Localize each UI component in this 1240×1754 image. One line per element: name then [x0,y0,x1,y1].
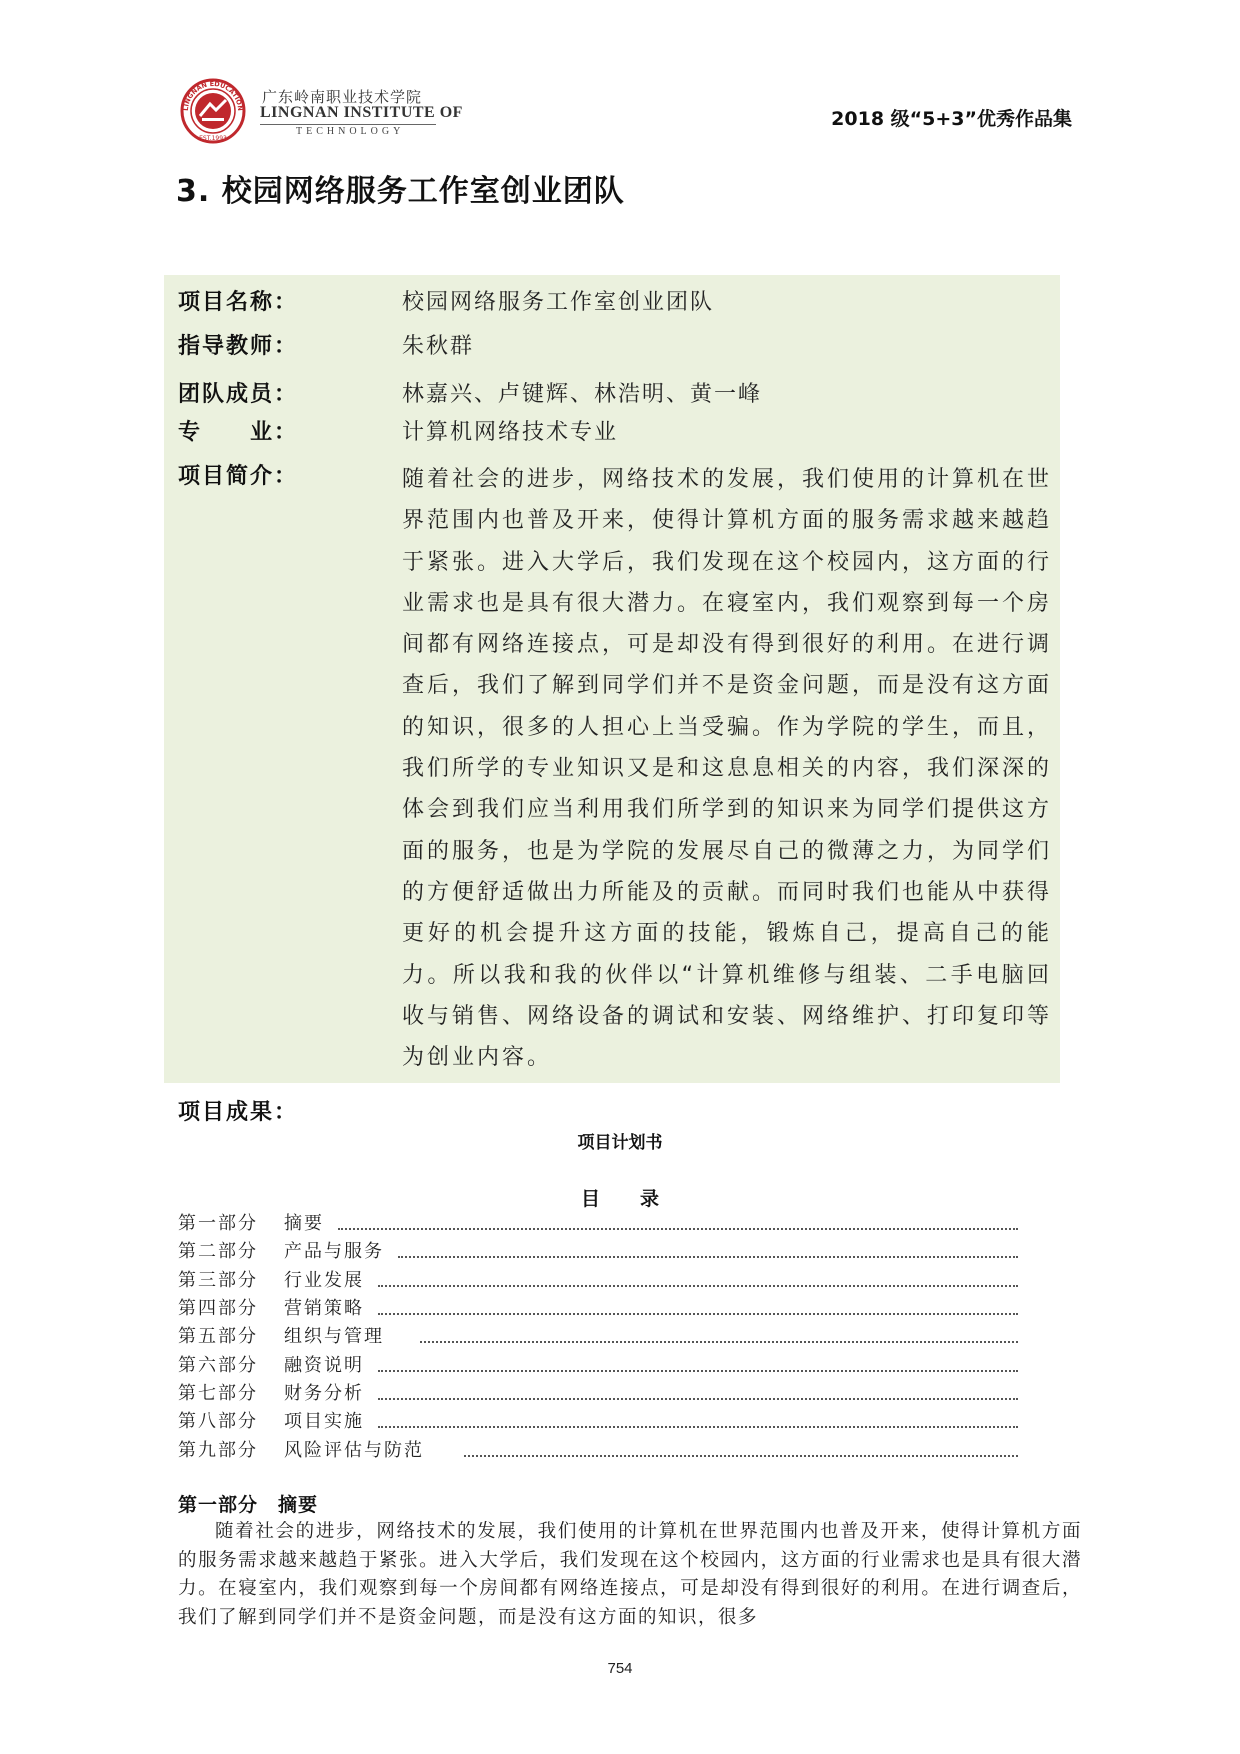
toc-entry[interactable] [178,1434,1018,1462]
school-name-cn: 广东岭南职业技术学院 [262,88,423,106]
teacher-value: 朱秋群 [402,334,475,359]
page-header [0,0,1240,150]
teacher-label: 指导教师： [178,334,299,359]
toc-entry[interactable] [178,1208,1018,1236]
toc-name: 财务分析 [284,1382,364,1404]
toc-name: 组织与管理 [284,1326,384,1348]
toc-entry[interactable] [178,1265,1018,1293]
project-info-box [164,275,1060,1083]
school-name-en-2: TECHNOLOGY [296,126,405,137]
results-label: 项目成果： [178,1100,299,1125]
toc-name: 融资说明 [284,1354,364,1376]
body-heading: 第一部分 摘要 [178,1494,319,1516]
toc-part: 第二部分 [178,1241,258,1263]
members-label: 团队成员： [178,382,299,407]
toc-name: 摘要 [284,1213,324,1235]
toc-title: 目录 [580,1188,699,1210]
page-number: 754 [607,1660,633,1677]
svg-text:EST.1993: EST.1993 [199,135,227,142]
logo-divider [260,124,436,125]
toc-name: 项目实施 [284,1411,364,1433]
toc-entry[interactable] [178,1349,1018,1377]
toc-leader-dots [464,1441,1018,1457]
toc-entry[interactable] [178,1293,1018,1321]
project-name-value: 校园网络服务工作室创业团队 [402,290,715,315]
school-seal-logo [180,78,246,144]
toc-entry[interactable] [178,1321,1018,1349]
collection-title: 2018 级“5+3”优秀作品集 [831,108,1072,130]
toc-part: 第七部分 [178,1382,258,1404]
toc-leader-dots [398,1242,1018,1258]
toc-part: 第九部分 [178,1439,258,1461]
toc-leader-dots [378,1356,1018,1372]
body-paragraph: 随着社会的进步，网络技术的发展，我们使用的计算机在世界范围内也普及开来，使得计算机方面的服务需求越来越趋于紧张。进入大学后，我们发现在这个校园内，这方面的行业需求也是具有很大潜力。在寝室内，我们观察到每一个房间都有网络连接点，可是却没有得到很好的利用。在进行调查后，我们了解到同学们并不是资金问题，而是没有这方面的知识，很多 [178,1521,1082,1628]
svg-text:LINGNAN EDUCATION: LINGNAN EDUCATION [181,79,245,112]
major-label: 专 业： [178,420,299,445]
section-title: 3. 校园网络服务工作室创业团队 [176,174,625,209]
toc-leader-dots [378,1384,1018,1400]
toc-entry[interactable] [178,1236,1018,1264]
intro-label: 项目简介： [178,464,299,489]
toc-name: 行业发展 [284,1269,364,1291]
project-intro-text: 随着社会的进步，网络技术的发展，我们使用的计算机在世界范围内也普及开来，使得计算机方面的服务需求越来越趋于紧张。进入大学后，我们发现在这个校园内，这方面的行业需求也是具有很大潜力。在寝室内，我们观察到每一个房间都有网络连接点，可是却没有得到很好的利用。在进行调查后，我们了解到同学们并不是资金问题，而是没有这方面的知识，很多的人担心上当受骗。作为学院的学生，而且，我们所学的专业知识又是和这息息相关的内容，我们深深的体会到我们应当利用我们所学到的知识来为同学们提供这方面的服务，也是为学院的发展尽自己的微薄之力，为同学们的方便舒适做出力所能及的贡献。而同时我们也能从中获得更好的机会提升这方面的技能，锻炼自己，提高自己的能力。所以我和我的伙伴以“计算机维修与组装、二手电脑回收与销售、网络设备的调试和安装、网络维护、打印复印等为创业内容。 [402,467,1053,1071]
toc-leader-dots [378,1412,1018,1428]
toc-leader-dots [420,1327,1018,1343]
toc-part: 第四部分 [178,1298,258,1320]
toc-entry[interactable] [178,1406,1018,1434]
toc-part: 第五部分 [178,1326,258,1348]
toc-leader-dots [338,1214,1018,1230]
members-value: 林嘉兴、卢键辉、林浩明、黄一峰 [402,382,763,407]
toc-part: 第一部分 [178,1213,258,1235]
plan-title: 项目计划书 [577,1133,663,1153]
toc-name: 产品与服务 [284,1241,384,1263]
toc-leader-dots [378,1299,1018,1315]
toc-part: 第八部分 [178,1411,258,1433]
school-name-en: LINGNAN INSTITUTE OF [260,104,463,121]
toc-part: 第三部分 [178,1269,258,1291]
major-value: 计算机网络技术专业 [402,420,619,445]
toc-leader-dots [378,1271,1018,1287]
table-of-contents [178,1208,1018,1463]
toc-entry[interactable] [178,1378,1018,1406]
project-name-label: 项目名称： [178,290,299,315]
toc-name: 营销策略 [284,1298,364,1320]
toc-name: 风险评估与防范 [284,1439,424,1461]
toc-part: 第六部分 [178,1354,258,1376]
